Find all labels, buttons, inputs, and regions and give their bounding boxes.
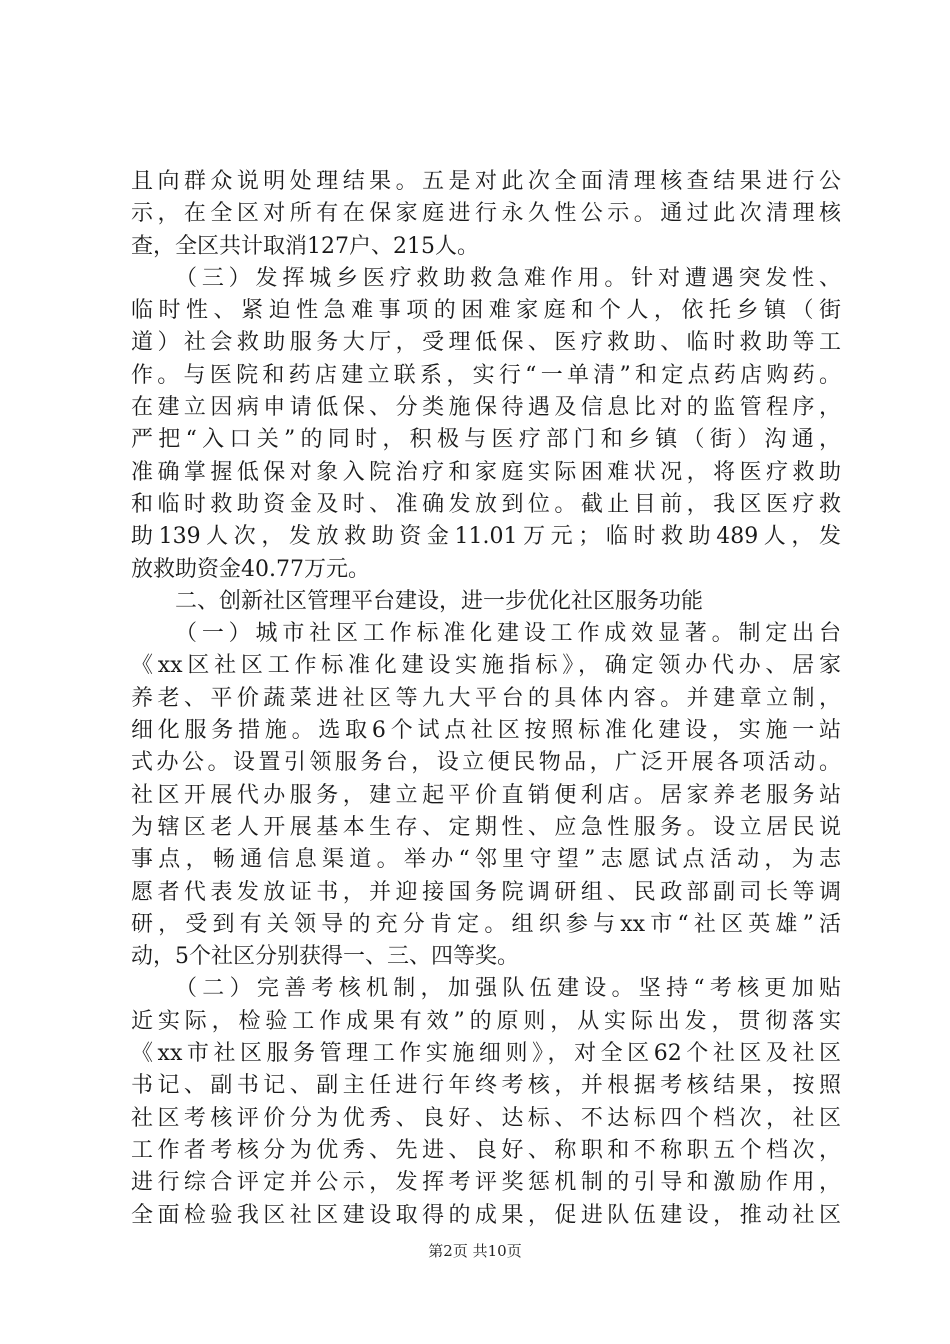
text-line: 严把“入口关”的同时，积极与医疗部门和乡镇（街）沟通，: [131, 427, 841, 453]
chapter-heading: 二、创新社区管理平台建设，进一步优化社区服务功能: [175, 588, 704, 614]
text-line: 作。与医院和药店建立联系，实行“一单清”和定点药店购药。: [131, 362, 841, 388]
text-line: 为辖区老人开展基本生存、定期性、应急性服务。设立居民说: [131, 814, 841, 840]
page-number-footer: 第2页 共10页: [428, 1242, 522, 1260]
text-line: 示，在全区对所有在保家庭进行永久性公示。通过此次清理核: [131, 201, 841, 227]
text-line: 近实际，检验工作成果有效”的原则，从实际出发，贯彻落实: [131, 1008, 841, 1034]
text-line: 社区考核评价分为优秀、良好、达标、不达标四个档次，社区: [131, 1105, 841, 1131]
text-line: 研，受到有关领导的充分肯定。组织参与xx市“社区英雄”活: [131, 911, 841, 937]
text-line: 放救助资金40.77万元。: [131, 556, 370, 582]
text-line: 动，5个社区分别获得一、三、四等奖。: [131, 944, 519, 970]
text-line: 全面检验我区社区建设取得的成果，促进队伍建设，推动社区: [131, 1202, 841, 1228]
text-line: 社区开展代办服务，建立起平价直销便利店。居家养老服务站: [131, 782, 841, 808]
text-line: 事点，畅通信息渠道。举办“邻里守望”志愿试点活动，为志: [131, 847, 841, 873]
text-line: 工作者考核分为优秀、先进、良好、称职和不称职五个档次，: [131, 1137, 841, 1163]
text-line: 助139人次，发放救助资金11.01万元；临时救助489人，发: [131, 524, 841, 550]
section-heading: （三）发挥城乡医疗救助救急难作用。针对遭遇突发性、: [175, 265, 841, 291]
text-line: 进行综合评定并公示，发挥考评奖惩机制的引导和激励作用，: [131, 1170, 841, 1196]
text-line: 在建立因病申请低保、分类施保待遇及信息比对的监管程序，: [131, 395, 841, 421]
text-line: 准确掌握低保对象入院治疗和家庭实际困难状况，将医疗救助: [131, 459, 841, 485]
text-line: 《xx市社区服务管理工作实施细则》，对全区62个社区及社区: [131, 1041, 841, 1067]
section-heading: （二）完善考核机制，加强队伍建设。坚持“考核更加贴: [175, 976, 841, 1002]
text-line: 和临时救助资金及时、准确发放到位。截止目前，我区医疗救: [131, 491, 841, 517]
text-line: 查，全区共计取消127户、215人。: [131, 233, 479, 259]
document-body: [131, 166, 841, 1232]
text-line: 临时性、紧迫性急难事项的困难家庭和个人，依托乡镇（街: [131, 298, 841, 324]
section-heading: （一）城市社区工作标准化建设工作成效显著。制定出台: [175, 621, 841, 647]
text-line: 愿者代表发放证书，并迎接国务院调研组、民政部副司长等调: [131, 879, 841, 905]
text-line: 且向群众说明处理结果。五是对此次全面清理核查结果进行公: [131, 169, 841, 194]
text-line: 养老、平价蔬菜进社区等九大平台的具体内容。并建章立制，: [131, 685, 841, 711]
text-line: 细化服务措施。选取6个试点社区按照标准化建设，实施一站: [131, 718, 841, 744]
text-line: 《xx区社区工作标准化建设实施指标》，确定领办代办、居家: [131, 653, 841, 679]
text-line: 书记、副书记、副主任进行年终考核，并根据考核结果，按照: [131, 1073, 841, 1099]
text-line: 道）社会救助服务大厅，受理低保、医疗救助、临时救助等工: [131, 330, 841, 356]
text-line: 式办公。设置引领服务台，设立便民物品，广泛开展各项活动。: [131, 750, 841, 776]
